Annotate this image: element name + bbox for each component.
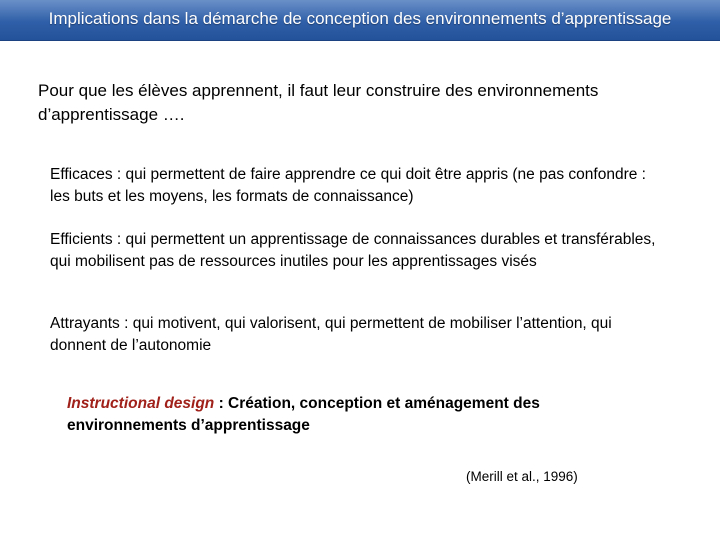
title-bar (0, 0, 720, 41)
point-term: Efficaces (50, 166, 113, 183)
point-term: Attrayants (50, 315, 120, 332)
definition-term: Instructional design (67, 395, 215, 412)
point-text: : qui motivent, qui valorisent, qui permettent de mobiliser l’attention, qui donnent de l’autonomie (50, 315, 612, 354)
point-efficients (50, 229, 670, 273)
point-text: : qui permettent un apprentissage de connaissances durables et transférables, qui mobilisent pas de ressources inutiles pour les apprentissages visés (50, 231, 656, 270)
point-efficaces (50, 164, 670, 208)
citation: (Merill et al., 1996) (466, 469, 578, 484)
point-attrayants (50, 313, 670, 357)
instructional-design-definition (67, 393, 627, 437)
point-text: : qui permettent de faire apprendre ce qui doit être appris (ne pas confondre : les buts et les moyens, les formats de connaissance) (50, 166, 646, 205)
slide-title: Implications dans la démarche de conception des environnements d’apprentissage (48, 9, 672, 28)
definition-text: : Création, conception et aménagement des environnements d’apprentissage (67, 395, 540, 434)
point-term: Efficients (50, 231, 113, 248)
intro-text: Pour que les élèves apprennent, il faut leur construire des environnements d’apprentissage …. (38, 81, 599, 124)
